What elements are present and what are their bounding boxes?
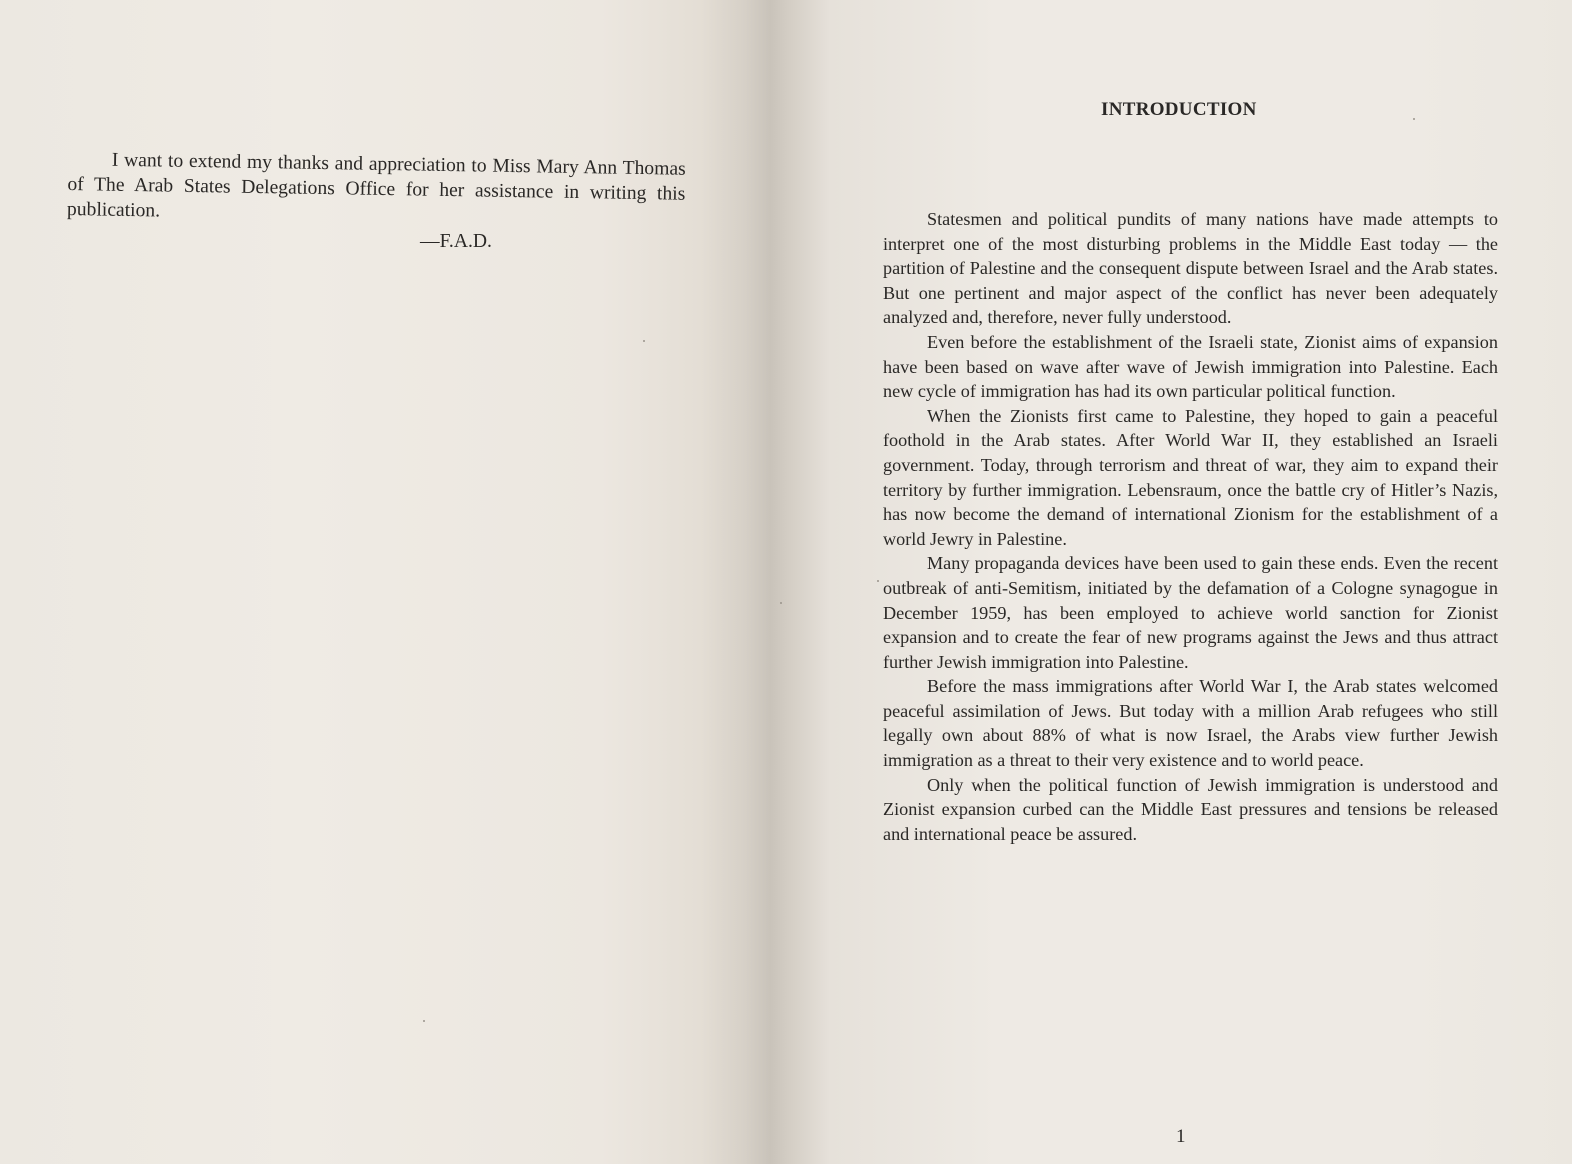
paper-speck bbox=[780, 602, 782, 604]
paper-speck bbox=[1413, 118, 1415, 120]
introduction-heading: INTRODUCTION bbox=[1101, 99, 1257, 120]
paragraph: Before the mass immigrations after World War I, the Arab states welcomed peaceful assimilation of Jews. But today with a million Arab refugees who still legally own about 88% of what is now Israel, the Arabs view further Jewish immigration as a threat to their very existence and to world peace. bbox=[883, 676, 1498, 771]
left-page bbox=[0, 0, 776, 1164]
paper-speck bbox=[877, 580, 879, 582]
paragraph: Many propaganda devices have been used to gain these ends. Even the recent outbreak of anti-Semitism, initiated by the defamation of a Cologne synagogue in December 1959, has been employed to achieve world sanction for Zionist expansion and to create the fear of new programs against the Jews and thus attract further Jewish immigration into Palestine. bbox=[883, 553, 1498, 672]
paragraph: Statesmen and political pundits of many nations have made attempts to interpret one of the most disturbing problems in the Middle East today — the partition of Palestine and the consequent dispute between Israel and the Arab states. But one pertinent and major aspect of the conflict has never been adequately analyzed and, therefore, never fully understood. bbox=[883, 209, 1498, 328]
paragraph: Only when the political function of Jewish immigration is understood and Zionist expansion curbed can the Middle East pressures and tensions be released and international peace be assured. bbox=[883, 774, 1498, 844]
paper-speck bbox=[423, 1020, 425, 1022]
paragraph: Even before the establishment of the Israeli state, Zionist aims of expansion have been based on wave after wave of Jewish immigration into Palestine. Each new cycle of immigration has had its own particular political function. bbox=[883, 331, 1498, 402]
paper-speck bbox=[643, 340, 645, 342]
page-number: 1 bbox=[1176, 1126, 1186, 1147]
introduction-body bbox=[883, 207, 1498, 846]
acknowledgment-text: I want to extend my thanks and appreciation to Miss Mary Ann Thomas of The Arab States Delegations Office for her assistance in writing this publication. bbox=[66, 149, 686, 222]
author-initials: —F.A.D. bbox=[420, 231, 492, 252]
paragraph: When the Zionists first came to Palestine, they hoped to gain a peaceful foothold in the Arab states. After World War II, they established an Israeli government. Today, through terrorism and threat of war, they aim to expand their territory by further immigration. Lebensraum, once the battle cry of Hitler’s Nazis, has now become the demand of international Zionism for the establishment of a world Jewry in Palestine. bbox=[883, 405, 1498, 549]
